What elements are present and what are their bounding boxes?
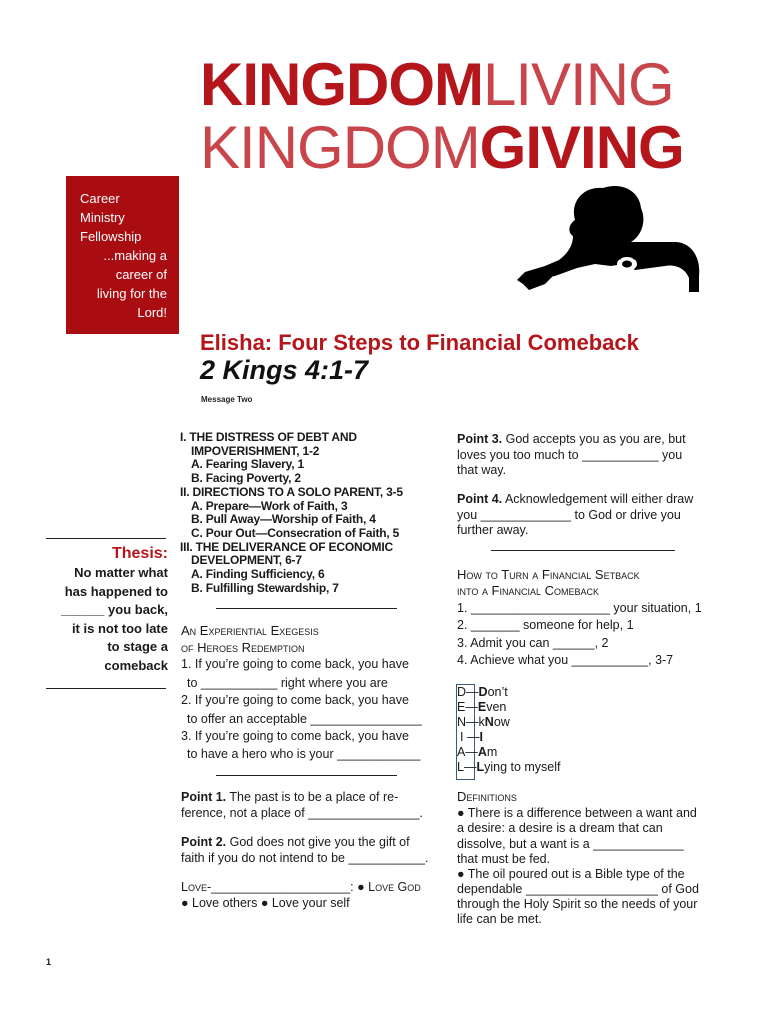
masthead-kingdom-light: KINGDOM (200, 114, 480, 181)
masthead-line-1 (200, 51, 674, 118)
thesis-title: Thesis: (111, 545, 168, 562)
denial-row: E—Even (457, 700, 507, 714)
denial-rest: ow (493, 715, 510, 729)
box-line: Ministry (80, 210, 125, 225)
sermon-outline (180, 431, 430, 595)
denial-bold: L (476, 760, 485, 774)
outline-item: A. Prepare—Work of Faith, 3 (191, 498, 348, 513)
definition-line: ● The oil poured out is a Bible type of the (457, 867, 685, 881)
outline-item: I. THE DISTRESS OF DEBT AND (180, 430, 357, 444)
setback-step: 2. _______ someone for help, 1 (457, 618, 634, 632)
thesis-line: comeback (104, 657, 168, 673)
love-line: ● Love others ● Love your self (181, 896, 350, 910)
denial-row: I —I (460, 730, 483, 744)
exegesis-line: to ___________ right where you are (187, 676, 388, 690)
thesis-rule-bottom (46, 688, 166, 689)
setback-heading: into a Financial Comeback (457, 583, 600, 598)
denial-letter: E (457, 700, 466, 714)
denial-letter: I (460, 730, 464, 744)
outline-item: B. Pull Away—Worship of Faith, 4 (191, 512, 376, 527)
exegesis-heading: An Experiential Exegesis (181, 623, 319, 638)
lion-and-lamb-icon (515, 180, 705, 300)
point-text: God accepts you as you are, but (502, 432, 686, 446)
denial-bold: D (478, 685, 488, 699)
outline-item: IMPOVERISHMENT, 1-2 (191, 443, 320, 458)
definition-line: dependable ___________________ of God (457, 882, 699, 896)
thesis-rule-top (46, 538, 166, 539)
denial-pre: k (478, 715, 485, 729)
message-label: Message Two (201, 395, 253, 404)
denial-bold: I (479, 730, 483, 744)
ministry-box (66, 176, 179, 334)
denial-bold: E (477, 700, 487, 714)
denial-bold: N (484, 715, 494, 729)
outline-item: II. DIRECTIONS TO A SOLO PARENT, 3-5 (180, 484, 403, 499)
outline-item: III. THE DELIVERANCE OF ECONOMIC (180, 539, 393, 554)
denial-rest: ven (486, 700, 507, 714)
point-2-cont: faith if you do not intend to be ___________. (181, 851, 429, 865)
point-3-cont: that way. (457, 463, 507, 477)
point-4-cont: you _____________ to God or drive you (457, 508, 681, 522)
point-3-cont: loves you too much to ___________ you (457, 448, 683, 462)
point-3 (457, 431, 686, 447)
denial-letter: D (457, 685, 467, 699)
point-text: God does not give you the gift of (226, 835, 410, 849)
box-line: living for the (96, 286, 167, 301)
definitions-heading: Definitions (457, 789, 517, 804)
thesis-line: to stage a (107, 639, 168, 654)
box-line: Career (80, 191, 120, 206)
outline-item: C. Pour Out—Consecration of Faith, 5 (191, 525, 400, 540)
divider-rule (216, 608, 397, 609)
point-1-cont: ference, not a place of ________________. (181, 806, 423, 820)
thesis-block (44, 544, 168, 675)
exegesis-line: 2. If you’re going to come back, you have (181, 693, 409, 707)
masthead-living-light: LIVING (482, 51, 674, 118)
divider-rule (216, 775, 397, 776)
box-line: career of (115, 267, 167, 282)
box-line: ...making a (103, 248, 167, 263)
denial-row: D—Don’t (457, 685, 508, 699)
love-line: Love-____________________: ● Love God (181, 880, 421, 894)
point-label: Point 1. (181, 790, 227, 804)
denial-rest: on’t (487, 685, 508, 699)
box-line: Lord! (137, 305, 167, 320)
exegesis-line: 1. If you’re going to come back, you have (181, 657, 409, 671)
masthead-line-2 (200, 114, 684, 181)
setback-step: 4. Achieve what you ___________, 3-7 (457, 653, 674, 667)
sermon-title: Elisha: Four Steps to Financial Comeback (200, 330, 639, 355)
exegesis-heading: of Heroes Redemption (181, 640, 305, 655)
masthead-giving-bold: GIVING (479, 114, 684, 181)
point-text: The past is to be a place of re- (226, 790, 399, 804)
exegesis-line: 3. If you’re going to come back, you have (181, 729, 409, 743)
page-number: 1 (46, 957, 52, 967)
point-4-cont: further away. (457, 523, 529, 537)
point-label: Point 3. (457, 432, 503, 446)
definition-line: through the Holy Spirit so the needs of your (457, 897, 698, 911)
divider-rule (491, 550, 675, 551)
definition-line: a desire: a desire is a dream that can (457, 821, 663, 835)
setback-step: 1. ____________________ your situation, 1 (457, 601, 702, 615)
denial-rest: m (486, 745, 498, 759)
definition-line: life can be met. (457, 912, 542, 926)
denial-row: L—Lying to myself (457, 760, 561, 774)
denial-letter: A (457, 745, 466, 759)
thesis-line: ______ you back, (61, 602, 168, 617)
point-label: Point 4. (457, 492, 503, 506)
denial-letter: N (457, 715, 467, 729)
setback-heading: How to Turn a Financial Setback (457, 567, 640, 582)
outline-item: A. Finding Sufficiency, 6 (191, 567, 325, 582)
point-label: Point 2. (181, 835, 227, 849)
exegesis-line: to have a hero who is your ____________ (187, 747, 421, 761)
scripture-reference: 2 Kings 4:1-7 (200, 355, 369, 385)
outline-item: DEVELOPMENT, 6-7 (191, 553, 302, 568)
denial-row: A—Am (457, 745, 498, 759)
outline-item: B. Fulfilling Stewardship, 7 (191, 580, 339, 595)
outline-item: B. Facing Poverty, 2 (191, 471, 301, 486)
thesis-line: has happened to (64, 583, 168, 599)
point-1 (181, 789, 398, 805)
denial-letter: L (457, 760, 464, 774)
exegesis-line: to offer an acceptable ________________ (187, 712, 422, 726)
thesis-line: No matter what (74, 565, 168, 580)
point-text: Acknowledgement will either draw (502, 492, 694, 506)
denial-bold: A (477, 745, 487, 759)
setback-step: 3. Admit you can ______, 2 (457, 636, 609, 650)
masthead-kingdom-bold: KINGDOM (200, 51, 483, 118)
definition-line: dissolve, but a want is a _____________ (457, 837, 684, 851)
definition-line: ● There is a difference between a want and (457, 806, 697, 820)
thesis-line: it is not too late (71, 620, 168, 636)
definition-line: that must be fed. (457, 852, 551, 866)
box-line: Fellowship (80, 229, 142, 244)
denial-row: N—kNow (457, 715, 510, 729)
point-4 (457, 491, 693, 507)
denial-rest: ying to myself (484, 760, 561, 774)
point-2 (181, 834, 410, 850)
outline-item: A. Fearing Slavery, 1 (191, 457, 304, 472)
